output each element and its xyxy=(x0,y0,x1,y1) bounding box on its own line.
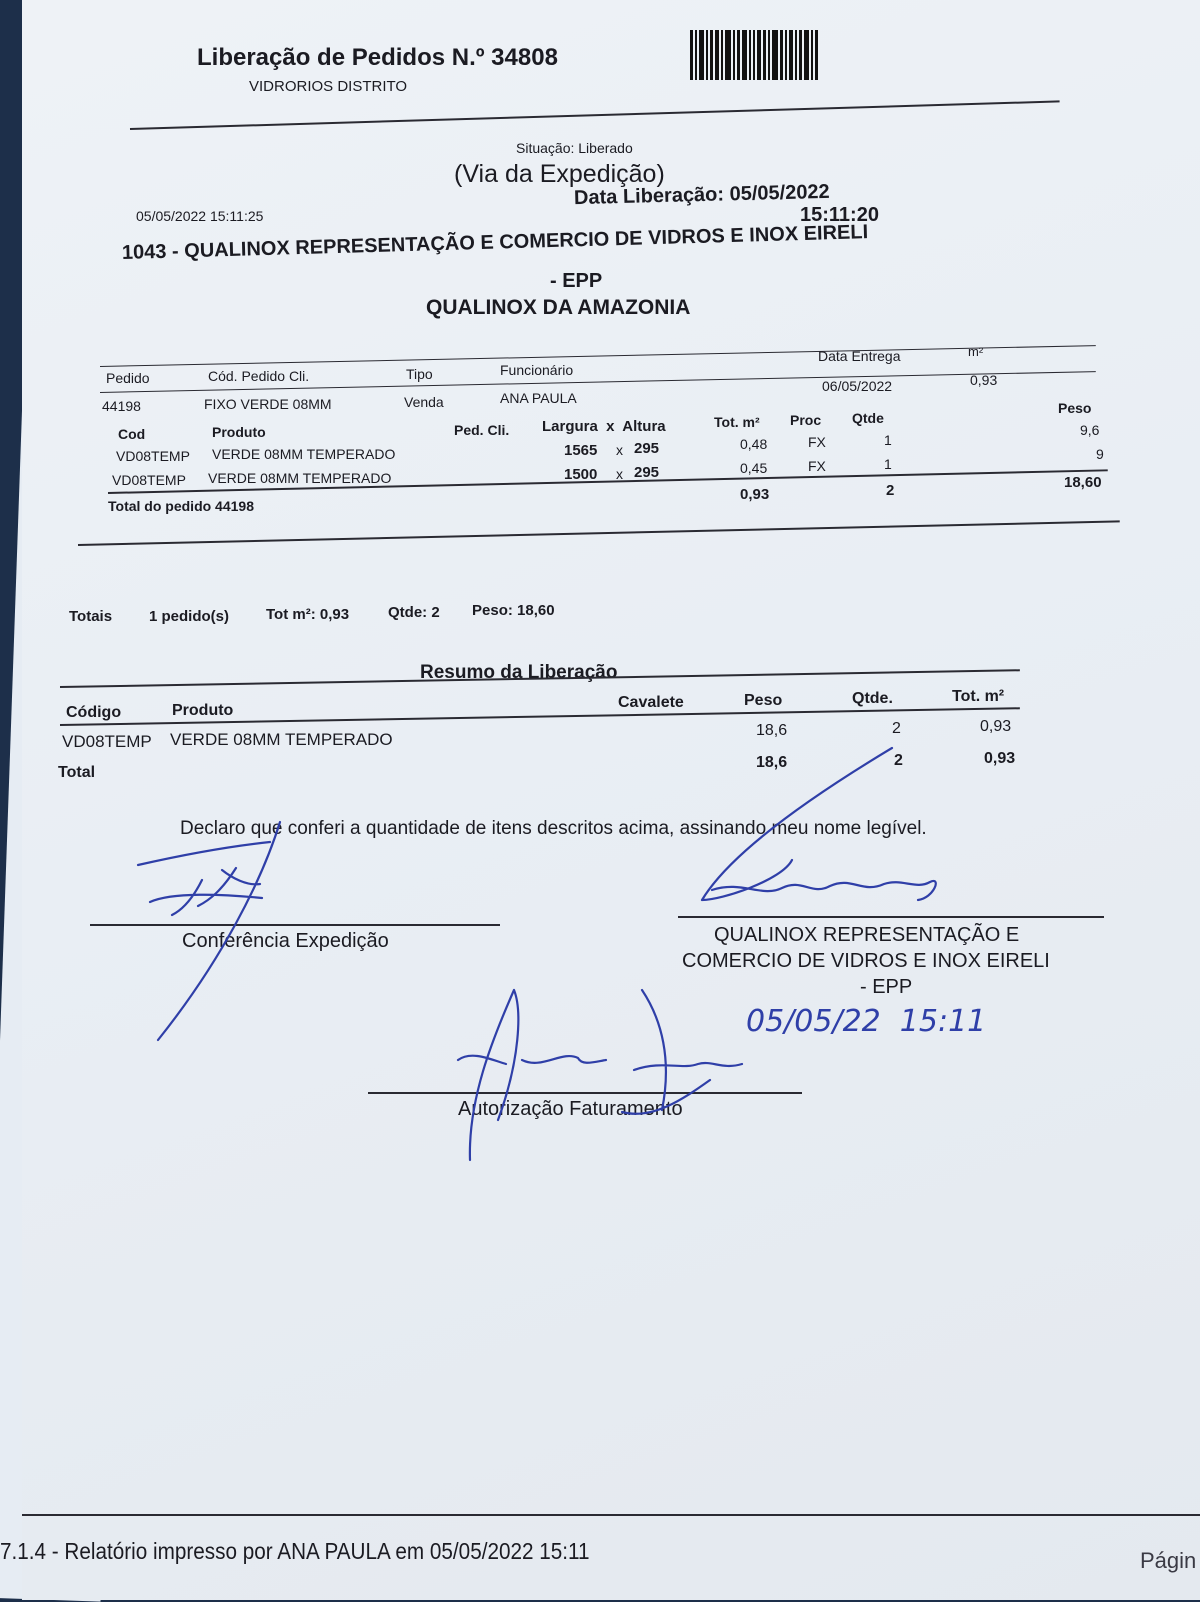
item-proc: FX xyxy=(808,434,826,450)
declaration-text: Declaro que conferi a quantidade de itens descritos acima, assinando meu nome legível. xyxy=(180,818,927,839)
item-largura: 1565 xyxy=(564,442,598,459)
company-name: VIDRORIOS DISTRITO xyxy=(249,78,408,95)
col-header-data-entrega: Data Entrega xyxy=(818,348,901,364)
resumo-total-label: Total xyxy=(58,764,96,781)
footer-page-label: Págin xyxy=(1140,1548,1197,1573)
item-header-tot-m2: Tot. m² xyxy=(714,414,760,430)
client-signature-name-3: - EPP xyxy=(860,976,913,998)
resumo-header-produto: Produto xyxy=(172,702,234,719)
item-header-ped-cli: Ped. Cli. xyxy=(454,422,510,438)
col-header-cod-pedido-cli: Cód. Pedido Cli. xyxy=(208,368,310,384)
release-time: 15:11:20 xyxy=(800,204,879,226)
item-largura: 1500 xyxy=(564,466,598,483)
totals-pedidos: 1 pedido(s) xyxy=(149,608,230,625)
signature-conferencia-stroke xyxy=(138,822,280,1040)
resumo-title: Resumo da Liberação xyxy=(420,662,618,683)
document-title: Liberação de Pedidos N.º 34808 xyxy=(197,44,558,71)
conferencia-label: Conferência Expedição xyxy=(182,930,389,952)
via-label: (Via da Expedição) xyxy=(454,160,665,188)
release-date: Data Liberação: 05/05/2022 xyxy=(573,180,830,210)
client-signature-name-1: QUALINOX REPRESENTAÇÃO E xyxy=(714,924,1020,946)
order-data-entrega: 06/05/2022 xyxy=(822,378,893,394)
item-peso: 9 xyxy=(1096,446,1104,462)
resumo-header-cavalete: Cavalete xyxy=(618,694,684,711)
item-header-qtde: Qtde xyxy=(852,410,884,426)
item-cod: VD08TEMP xyxy=(116,448,190,464)
resumo-total-m2: 0,93 xyxy=(984,750,1016,767)
totals-label: Totais xyxy=(69,608,113,625)
order-tipo: Venda xyxy=(404,394,444,410)
order-total-peso: 18,60 xyxy=(1064,474,1102,491)
item-qtde: 1 xyxy=(884,432,892,448)
totals-tot-m2: Tot m²: 0,93 xyxy=(266,606,350,623)
item-header-largura-altura: Largura x Altura xyxy=(542,418,666,435)
item-altura: 295 xyxy=(634,440,660,457)
client-name-suffix: - EPP xyxy=(550,270,603,292)
signature-autorizacao-stroke xyxy=(458,990,742,1160)
resumo-header-peso: Peso xyxy=(744,692,783,709)
item-header-peso: Peso xyxy=(1058,400,1092,416)
client-name: 1043 - QUALINOX REPRESENTAÇÃO E COMERCIO DE VIDROS E INOX EIRELI xyxy=(121,221,869,264)
resumo-header-codigo: Código xyxy=(66,704,122,721)
footer-printed-by: 7.1.4 - Relatório impresso por ANA PAULA em 05/05/2022 15:11 xyxy=(0,1538,590,1564)
item-header-proc: Proc xyxy=(790,412,822,428)
order-cod-pedido-cli: FIXO VERDE 08MM xyxy=(204,396,332,412)
totals-peso: Peso: 18,60 xyxy=(472,602,555,619)
handwritten-date: 05/05/22 15:11 xyxy=(746,1004,987,1039)
item-qtde: 1 xyxy=(884,456,892,472)
order-total-label: Total do pedido 44198 xyxy=(108,498,254,514)
item-peso: 9,6 xyxy=(1080,422,1100,438)
item-times-sign: x xyxy=(616,466,623,482)
item-header-cod: Cod xyxy=(118,426,146,442)
order-number: 44198 xyxy=(102,398,141,414)
resumo-header-qtde: Qtde. xyxy=(852,690,893,707)
resumo-total-qtde: 2 xyxy=(894,752,903,769)
item-proc: FX xyxy=(808,458,826,474)
situacao-status: Situação: Liberado xyxy=(516,140,633,156)
resumo-total-peso: 18,6 xyxy=(756,754,788,771)
item-tot-m2: 0,45 xyxy=(740,460,768,476)
order-funcionario: ANA PAULA xyxy=(500,390,577,406)
item-cod: VD08TEMP xyxy=(112,472,186,488)
handwritten-signatures xyxy=(22,0,1200,1200)
item-header-produto: Produto xyxy=(212,424,266,440)
client-signature-name-2: COMERCIO DE VIDROS E INOX EIRELI xyxy=(682,950,1050,972)
order-m2: 0,93 xyxy=(970,372,998,388)
totals-qtde: Qtde: 2 xyxy=(388,604,440,621)
col-header-pedido: Pedido xyxy=(106,370,150,386)
item-produto: VERDE 08MM TEMPERADO xyxy=(212,446,396,462)
col-header-funcionario: Funcionário xyxy=(500,362,574,378)
signature-client-stroke xyxy=(702,748,936,900)
order-total-qtde: 2 xyxy=(886,482,895,499)
resumo-row-produto: VERDE 08MM TEMPERADO xyxy=(170,730,393,749)
item-altura: 295 xyxy=(634,464,660,481)
col-header-tipo: Tipo xyxy=(406,366,433,382)
resumo-header-tot-m2: Tot. m² xyxy=(952,688,1005,705)
client-trade-name: QUALINOX DA AMAZONIA xyxy=(426,296,691,319)
order-total-m2: 0,93 xyxy=(740,486,770,503)
print-timestamp: 05/05/2022 15:11:25 xyxy=(136,208,264,224)
item-tot-m2: 0,48 xyxy=(740,436,768,452)
resumo-row-qtde: 2 xyxy=(892,720,901,737)
resumo-row-codigo: VD08TEMP xyxy=(62,732,152,751)
footer-rule xyxy=(22,1514,1200,1516)
col-header-m2: m² xyxy=(968,344,984,359)
resumo-row-peso: 18,6 xyxy=(756,722,788,739)
item-produto: VERDE 08MM TEMPERADO xyxy=(208,470,392,486)
resumo-row-tot-m2: 0,93 xyxy=(980,718,1012,735)
autorizacao-label: Autorização Faturamento xyxy=(458,1098,683,1120)
item-times-sign: x xyxy=(616,442,623,458)
